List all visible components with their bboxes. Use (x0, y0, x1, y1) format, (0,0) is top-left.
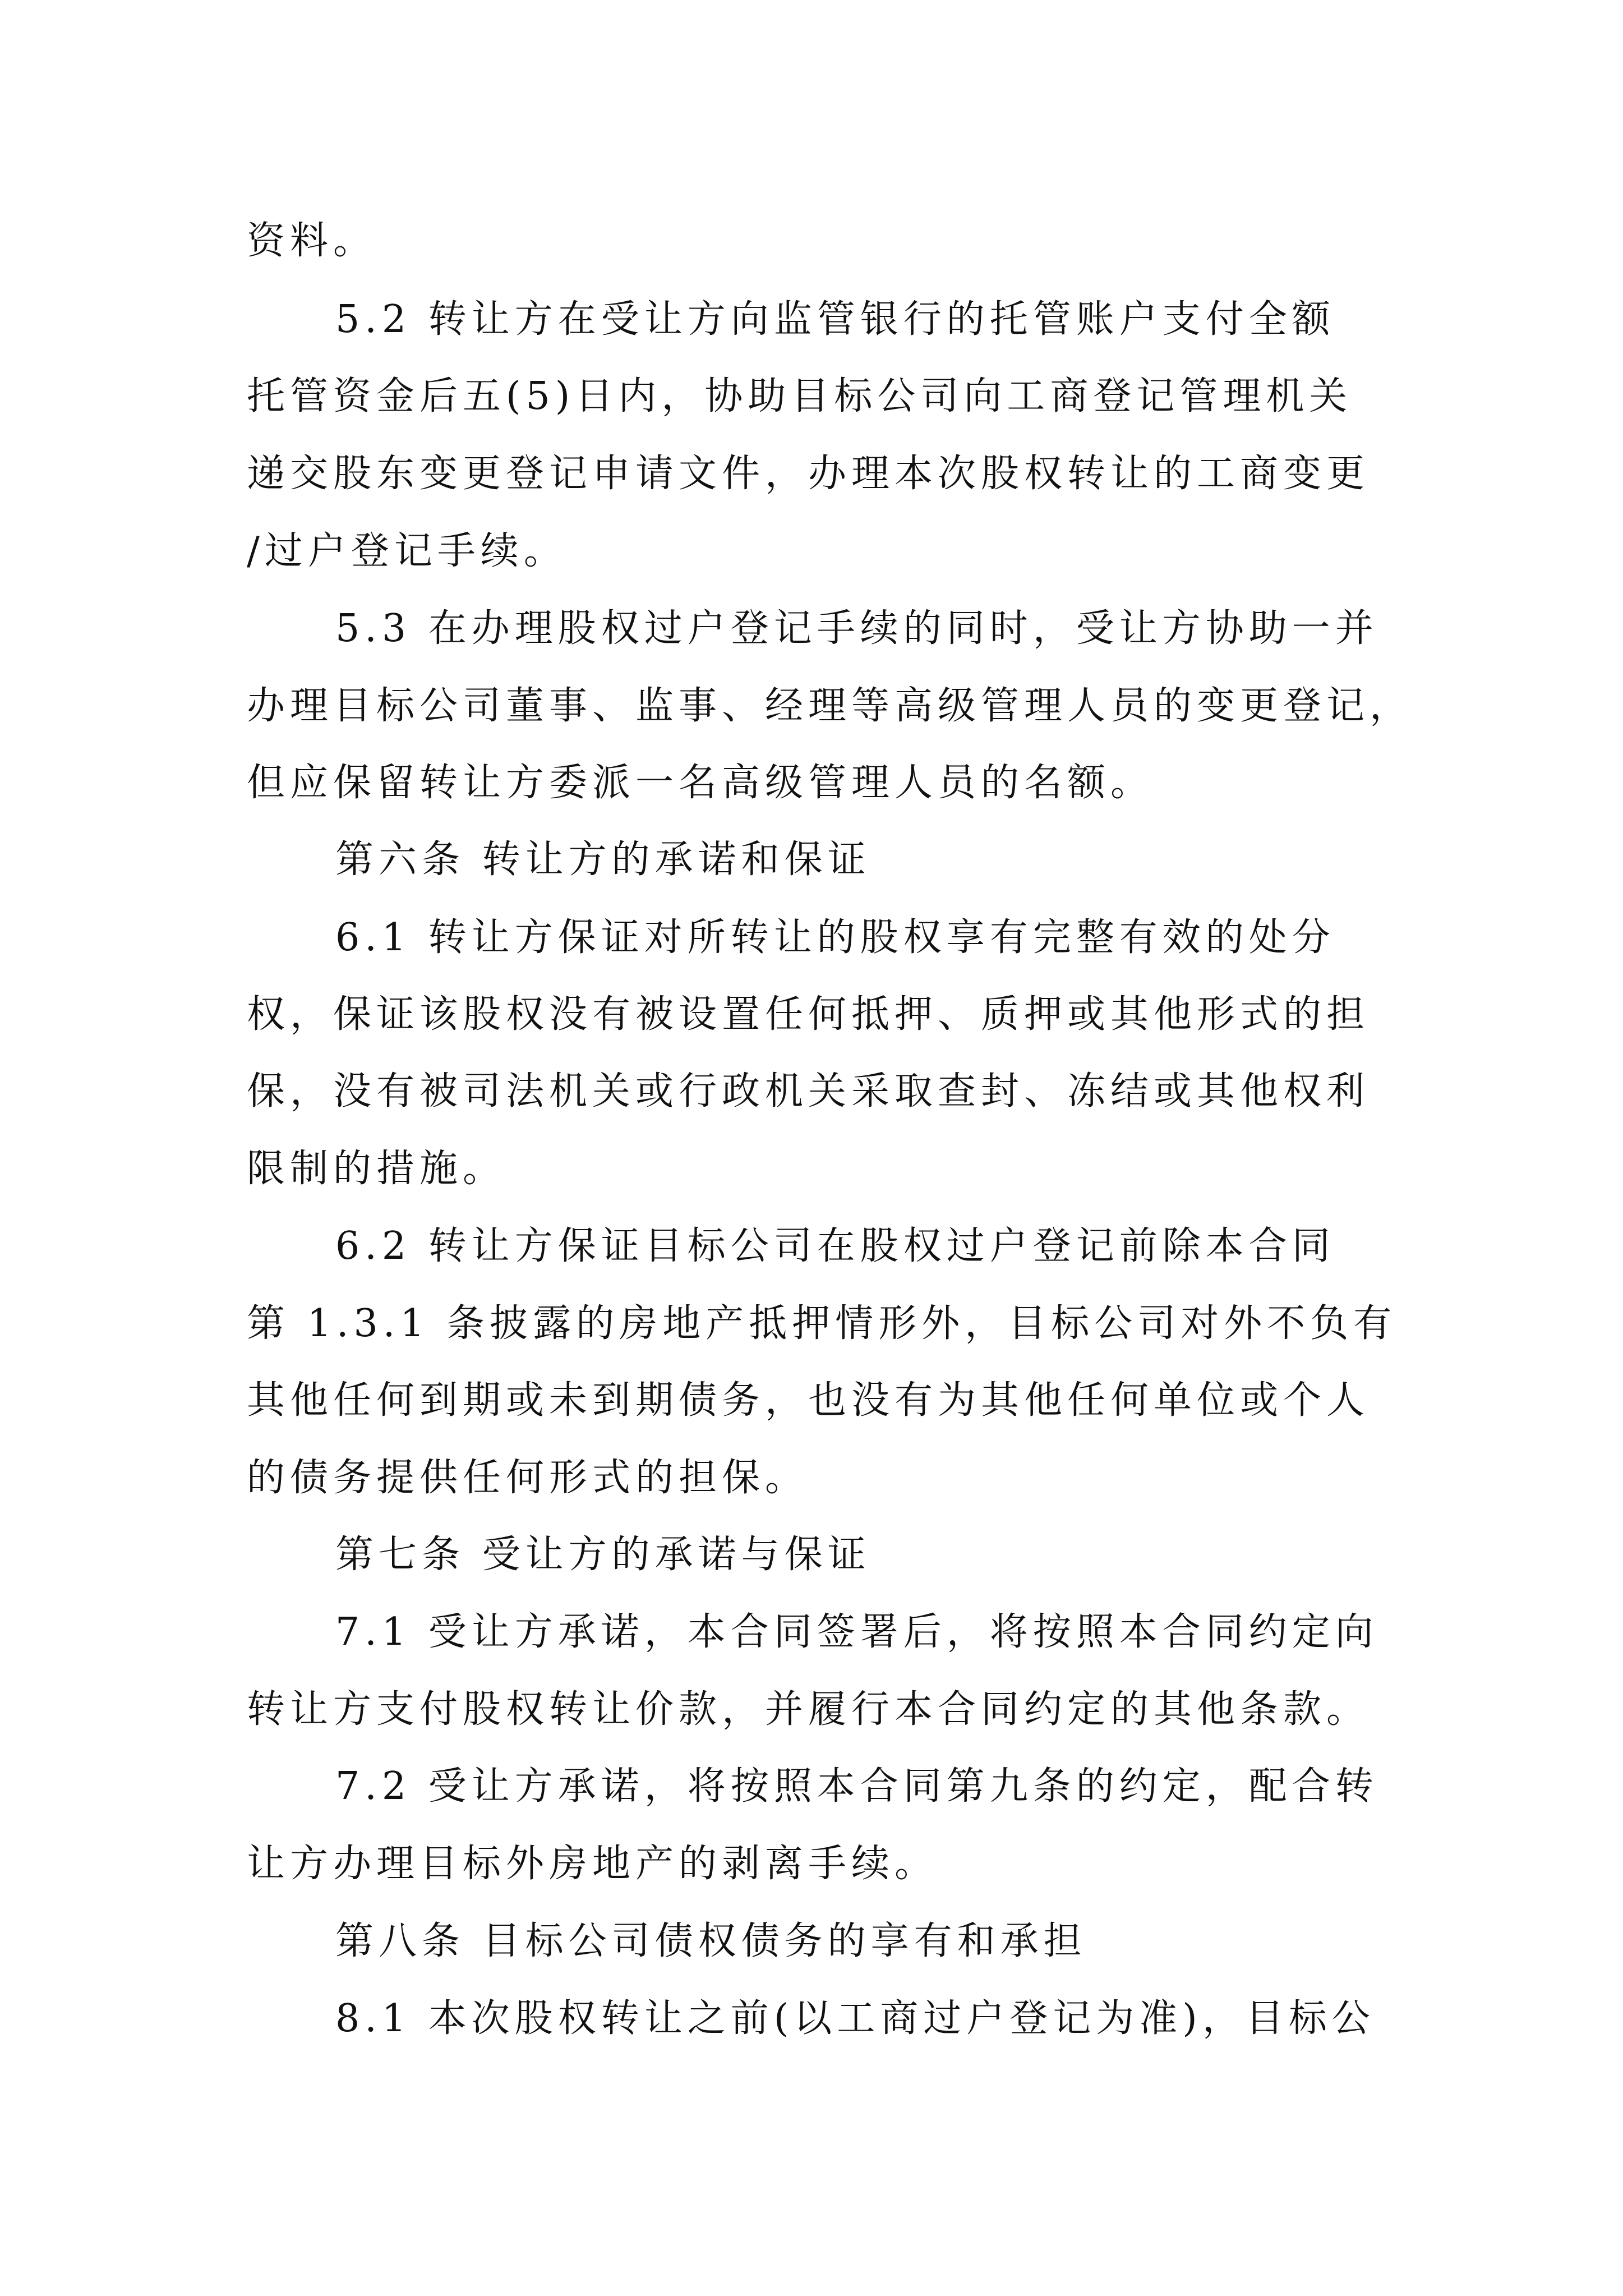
section-heading: 第八条 目标公司债权债务的享有和承担 (335, 1919, 1087, 1963)
text-line: 让方办理目标外房地产的剥离手续。 (247, 1842, 938, 1886)
text-line: 转让方支付股权转让价款，并履行本合同约定的其他条款。 (247, 1687, 1370, 1732)
section-heading: 第七条 受让方的承诺与保证 (335, 1533, 871, 1577)
text-line: 6.1 转让方保证对所转让的股权享有完整有效的处分 (335, 915, 1335, 960)
text-line: 8.1 本次股权转让之前(以工商过户登记为准)，目标公 (335, 1996, 1375, 2041)
text-line: 6.2 转让方保证目标公司在股权过户登记前除本合同 (335, 1224, 1335, 1268)
text-line: 托管资金后五(5)日内，协助目标公司向工商登记管理机关 (247, 374, 1353, 418)
text-line: 5.2 转让方在受让方向监管银行的托管账户支付全额 (335, 297, 1335, 342)
text-line: 7.1 受让方承诺，本合同签署后，将按照本合同约定向 (335, 1610, 1378, 1654)
text-line: 7.2 受让方承诺，将按照本合同第九条的约定，配合转 (335, 1764, 1378, 1809)
text-line: 第 1.3.1 条披露的房地产抵押情形外，目标公司对外不负有 (247, 1301, 1397, 1346)
text-line: 但应保留转让方委派一名高级管理人员的名额。 (247, 761, 1154, 805)
text-line: /过户登记手续。 (247, 529, 567, 573)
text-line: 办理目标公司董事、监事、经理等高级管理人员的变更登记， (247, 684, 1413, 728)
text-line: 资料。 (247, 219, 377, 263)
text-line: 其他任何到期或未到期债务，也没有为其他任何单位或个人 (247, 1378, 1370, 1423)
section-heading: 第六条 转让方的承诺和保证 (335, 838, 871, 882)
text-line: 递交股东变更登记申请文件，办理本次股权转让的工商变更 (247, 452, 1370, 496)
text-line: 权，保证该股权没有被设置任何抵押、质押或其他形式的担 (247, 992, 1370, 1037)
text-line: 的债务提供任何形式的担保。 (247, 1456, 809, 1500)
text-line: 5.3 在办理股权过户登记手续的同时，受让方协助一并 (335, 606, 1378, 651)
text-line: 限制的措施。 (247, 1147, 506, 1191)
text-line: 保，没有被司法机关或行政机关采取查封、冻结或其他权利 (247, 1069, 1370, 1114)
